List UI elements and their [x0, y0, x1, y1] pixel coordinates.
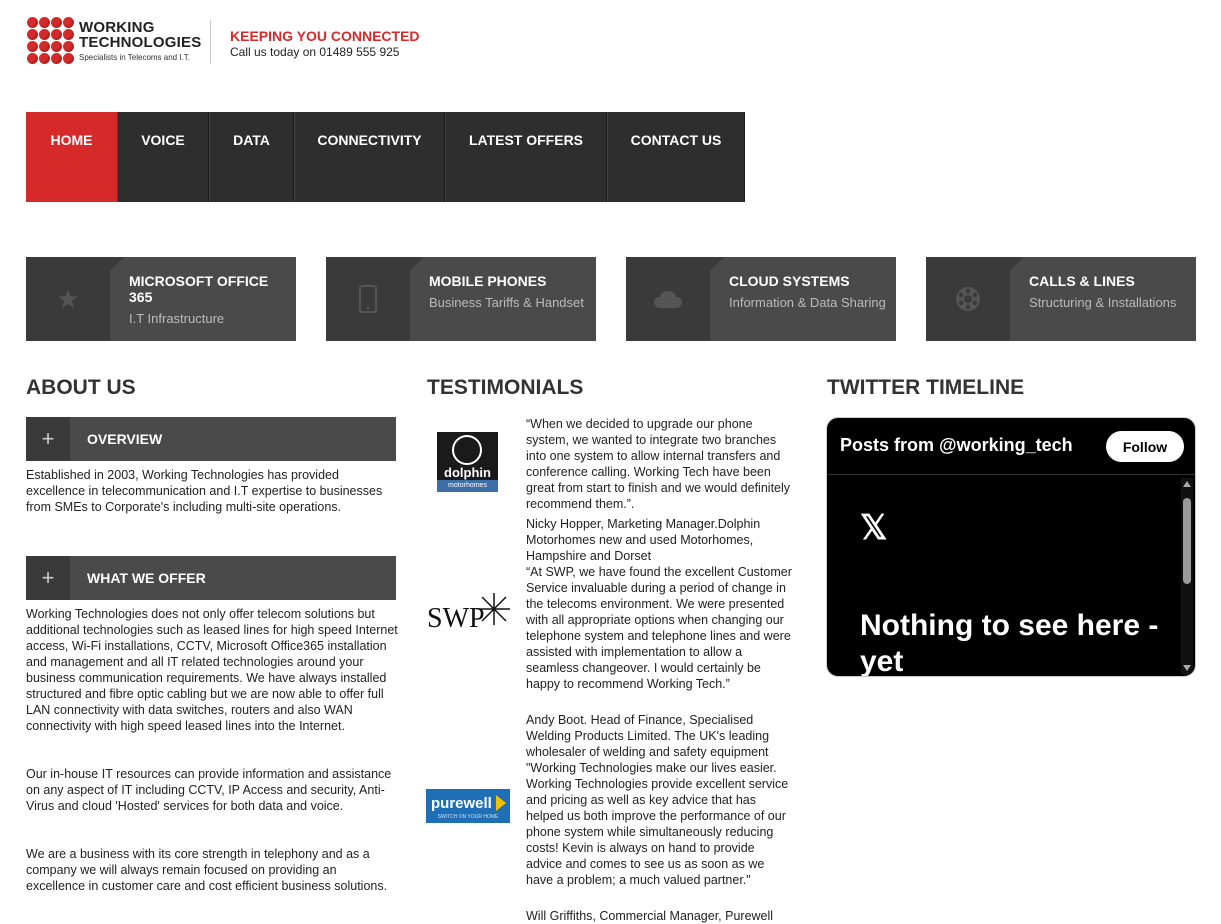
twitter-widget-header: [827, 418, 1196, 475]
nav-voice[interactable]: VOICE: [117, 112, 209, 202]
dolphin-motorhomes-logo: [437, 432, 498, 492]
header-divider: [210, 20, 211, 64]
testimonial-1-quote: “When we decided to upgrade our phone system, we wanted to integrate two branches into one system to allow internal transfers and conference calling. Working Tech have been great from start to finish and we would definitely recommend them.”.: [526, 417, 791, 511]
feature-cloud-systems[interactable]: [626, 257, 896, 341]
overview-label: OVERVIEW: [87, 431, 163, 447]
offer-paragraph-3: We are a business with its core strength in telephony and as a company we will always remain focused on providing an excellence in customer care and cost efficient business solutions.: [26, 847, 388, 893]
twitter-timeline-widget[interactable]: [826, 417, 1196, 677]
cloud-icon: [626, 257, 710, 341]
feature-subtitle: Structuring & Installations: [1029, 295, 1177, 310]
follow-button[interactable]: Follow: [1106, 431, 1184, 462]
logo-tagline: Specialists in Telecoms and I.T.: [79, 53, 191, 62]
swp-logo-text: SWP: [427, 603, 485, 634]
feature-title: CLOUD SYSTEMS: [729, 273, 850, 289]
scroll-down-icon[interactable]: [1183, 665, 1191, 671]
overview-text: Established in 2003, Working Technologies has provided excellence in telecommunication and I.T expertise to businesses from SMEs to Corporate's including multi-site operations.: [26, 468, 383, 514]
star-icon: ★: [56, 283, 80, 314]
logo-text-line2: TECHNOLOGIES: [79, 34, 202, 51]
testimonials-heading: TESTIMONIALS: [427, 376, 584, 399]
scrollbar-thumb[interactable]: [1183, 498, 1191, 584]
nav-connectivity[interactable]: CONNECTIVITY: [294, 112, 445, 202]
offer-paragraph-1: Working Technologies does not only offer telecom solutions but additional technologies such as leased lines for high speed Internet access, Wi-Fi installations, CCTV, Microsoft Office365 installation and management and all IT related technologies around your business communication requirements. We have always installed structured and fibre optic cabling but we are now able to offer full LAN connectivity with data switches, routers and also WAN connectivity with high speed leased lines into the Internet.: [26, 607, 398, 733]
twitter-scrollbar[interactable]: [1181, 478, 1193, 674]
twitter-heading: TWITTER TIMELINE: [827, 376, 1025, 399]
nav-latest-offers[interactable]: LATEST OFFERS: [445, 112, 607, 202]
feature-subtitle: Business Tariffs & Handset: [429, 295, 584, 310]
testimonial-3-author: Will Griffiths, Commercial Manager, Purewell: [526, 909, 774, 923]
swp-logo: [427, 598, 511, 638]
mobile-phone-icon: [326, 257, 410, 341]
rotary-dial-icon: [926, 257, 1010, 341]
what-we-offer-accordion[interactable]: [26, 556, 396, 600]
plus-icon: +: [26, 556, 70, 600]
feature-title: MOBILE PHONES: [429, 273, 547, 289]
purewell-logo: [426, 789, 510, 823]
testimonial-2-quote: “At SWP, we have found the excellent Customer Service invaluable during a period of change in the telecoms environment. We were presented with all appropriate options when changing our telephone system and telephone lines and were assisted with implementation to allow a seamless changeover. I would certainly be happy to recommend Working Tech.”: [526, 565, 792, 691]
scroll-up-icon[interactable]: [1183, 481, 1191, 487]
dolphin-logo-sub: motorhomes: [437, 480, 498, 492]
twitter-posts-title[interactable]: Posts from @working_tech: [840, 435, 1073, 455]
logo-dots-icon: [27, 17, 73, 67]
purewell-logo-text: purewell: [431, 795, 492, 812]
purewell-logo-sub: SWITCH ON YOUR HOME: [437, 814, 499, 820]
about-us-heading: ABOUT US: [26, 376, 136, 399]
testimonial-1-author: Nicky Hopper, Marketing Manager.Dolphin Motorhomes new and used Motorhomes, Hampshire and Dorset: [526, 517, 761, 563]
main-nav: [26, 112, 745, 202]
nav-contact-us[interactable]: CONTACT US: [607, 112, 745, 202]
feature-title: CALLS & LINES: [1029, 273, 1135, 289]
header-tagline: KEEPING YOU CONNECTED: [230, 28, 420, 44]
overview-accordion[interactable]: [26, 417, 396, 461]
call-us-text: Call us today on 01489 555 925: [230, 45, 400, 59]
nav-home[interactable]: HOME: [26, 112, 117, 202]
plus-icon: +: [26, 417, 70, 461]
feature-mobile-phones[interactable]: [326, 257, 596, 341]
testimonial-2-author: Andy Boot. Head of Finance, Specialised Welding Products Limited. The UK's leading wholesaler of welding and safety equipment: [526, 713, 770, 759]
x-logo-icon: 𝕏: [860, 509, 888, 547]
swp-star-icon: [477, 592, 511, 626]
dolphin-logo-name: dolphin: [444, 465, 491, 480]
what-we-offer-label: WHAT WE OFFER: [87, 570, 206, 586]
nav-data[interactable]: DATA: [209, 112, 294, 202]
feature-office365[interactable]: [26, 257, 296, 341]
feature-calls-lines[interactable]: [926, 257, 1196, 341]
twitter-empty-message: Nothing to see here - yet: [860, 609, 1159, 677]
testimonial-3-quote: "Working Technologies make our lives easier. Working Technologies provide excellent service and pricing as well as key advice that has helped us both improve the performance of our phone system while simultaneously reducing costs! Kevin is always on hand to provide advice and comes to see us as soon as we have a problem; a much valued partner.": [526, 761, 789, 887]
logo-text-line1: WORKING: [79, 19, 155, 36]
feature-title: MICROSOFT OFFICE 365: [129, 273, 269, 305]
offer-paragraph-2: Our in-house IT resources can provide information and assistance on any aspect of IT including CCTV, IP Access and security, Anti-Virus and cloud 'Hosted' services for both data and voice.: [26, 767, 392, 813]
company-logo[interactable]: [27, 17, 207, 67]
feature-subtitle: Information & Data Sharing: [729, 295, 886, 310]
feature-subtitle: I.T Infrastructure: [129, 311, 225, 326]
